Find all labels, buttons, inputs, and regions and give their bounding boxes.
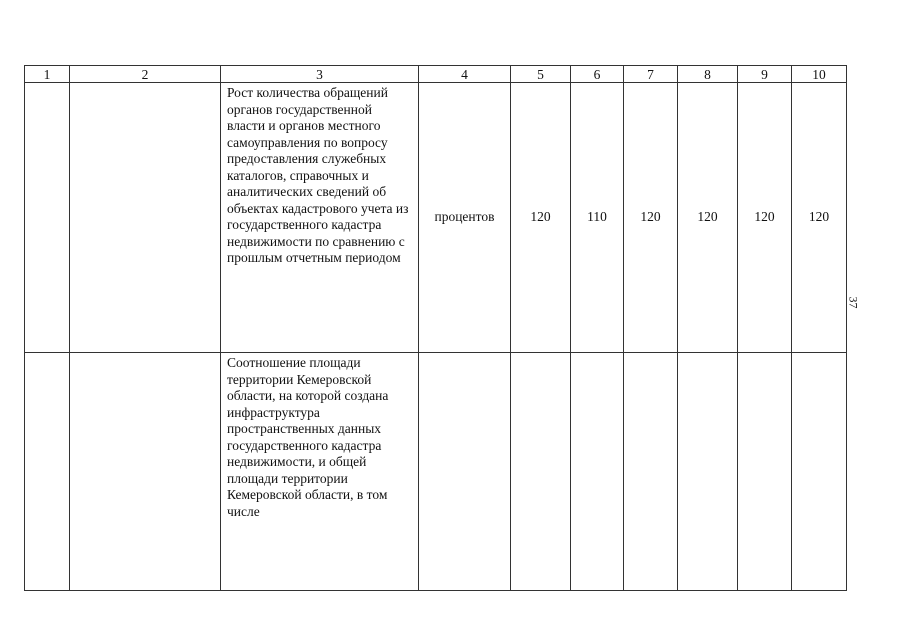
row1-description: Рост количества обращений органов государственной власти и органов местного самоуправления по вопросу предоставления служебных каталогов, справочных и аналитических сведений об объектах кадастрового учета из государственного кадастра недвижимости по сравнению с прошлым отчетным периодом — [221, 83, 419, 353]
header-col-8: 8 — [678, 66, 738, 83]
row2-col-7 — [624, 353, 678, 591]
row1-value-5: 120 — [511, 83, 571, 353]
header-col-10: 10 — [792, 66, 847, 83]
header-col-5: 5 — [511, 66, 571, 83]
header-col-3: 3 — [221, 66, 419, 83]
row2-col-5 — [511, 353, 571, 591]
table-row — [25, 353, 847, 591]
page-number: 37 — [846, 296, 861, 309]
header-row — [25, 66, 847, 83]
row2-col-8 — [678, 353, 738, 591]
row1-value-6: 110 — [571, 83, 624, 353]
header-col-9: 9 — [738, 66, 792, 83]
row2-col-4 — [419, 353, 511, 591]
header-col-7: 7 — [624, 66, 678, 83]
header-col-2: 2 — [70, 66, 221, 83]
row1-col-2 — [70, 83, 221, 353]
row2-col-2 — [70, 353, 221, 591]
row2-col-10 — [792, 353, 847, 591]
header-col-6: 6 — [571, 66, 624, 83]
row2-col-6 — [571, 353, 624, 591]
row1-value-10: 120 — [792, 83, 847, 353]
row1-value-7: 120 — [624, 83, 678, 353]
header-col-4: 4 — [419, 66, 511, 83]
row2-col-1 — [25, 353, 70, 591]
indicators-table — [24, 65, 847, 591]
row1-col-1 — [25, 83, 70, 353]
header-col-1: 1 — [25, 66, 70, 83]
table-row — [25, 83, 847, 353]
row2-description: Соотношение площади территории Кемеровской области, на которой создана инфраструктура пространственных данных государственного кадастра недвижимости, и общей площади территории Кемеровской области, в том числе — [221, 353, 419, 591]
row1-value-9: 120 — [738, 83, 792, 353]
row1-unit: процентов — [419, 83, 511, 353]
row2-col-9 — [738, 353, 792, 591]
row1-value-8: 120 — [678, 83, 738, 353]
